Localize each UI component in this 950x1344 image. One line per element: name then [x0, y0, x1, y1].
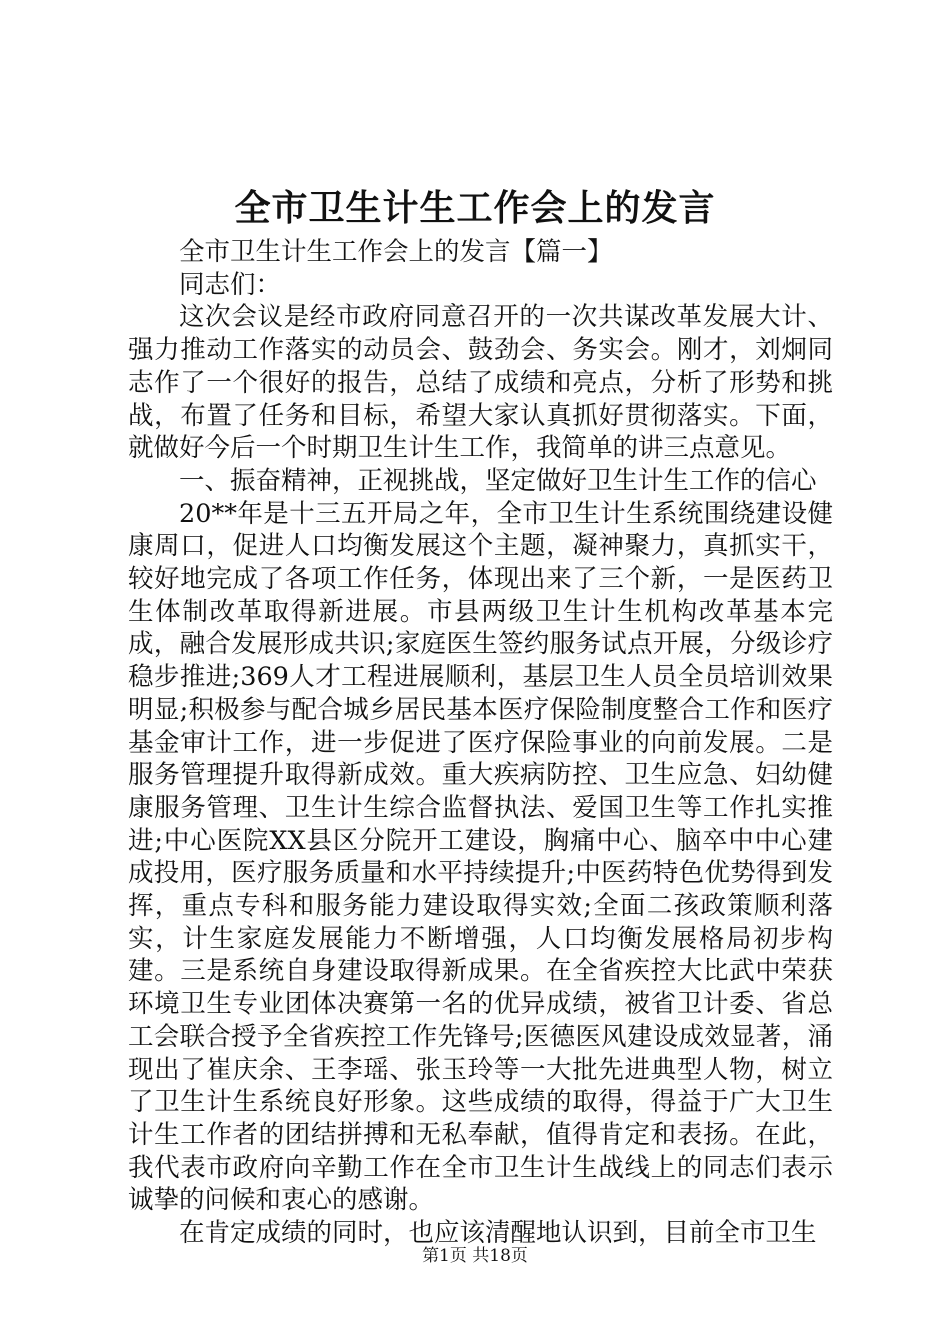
subheading: 一、振奋精神，正视挑战，坚定做好卫生计生工作的信心: [179, 465, 817, 496]
paragraph: 这次会议是经市政府同意召开的一次共谋改革发展大计、强力推动工作落实的动员会、鼓劲会、务实会。刚才，刘炯同志作了一个很好的报告，总结了成绩和亮点，分析了形势和挑战，布置了任务和目标，希望大家认真抓好贯彻落实。下面，就做好今后一个时期卫生计生工作，我简单的讲三点意见。: [128, 302, 833, 464]
document-body: [128, 236, 833, 1250]
page-footer: 第1页 共18页: [422, 1246, 528, 1266]
section-heading: 全市卫生计生工作会上的发言【篇一】: [179, 237, 613, 267]
paragraph: 在肯定成绩的同时，也应该清醒地认识到，目前全市卫生: [179, 1218, 817, 1249]
salutation: 同志们：: [179, 269, 282, 300]
document-title: 全市卫生计生工作会上的发言: [234, 187, 716, 229]
paragraph: 20**年是十三五开局之年，全市卫生计生系统围绕建设健康周口，促进人口均衡发展这个主题，凝神聚力，真抓实干，较好地完成了各项工作任务，体现出来了三个新，一是医药卫生体制改革取得新进展。市县两级卫生计生机构改革基本完成，融合发展形成共识;家庭医生签约服务试点开展，分级诊疗稳步推进;369人才工程进展顺利，基层卫生人员全员培训效果明显;积极参与配合城乡居民基本医疗保险制度整合工作和医疗基金审计工作，进一步促进了医疗保险事业的向前发展。二是服务管理提升取得新成效。重大疾病防控、卫生应急、妇幼健康服务管理、卫生计生综合监督执法、爱国卫生等工作扎实推进;中心医院XX县区分院开工建设，胸痛中心、脑卒中中心建成投用，医疗服务质量和水平持续提升;中医药特色优势得到发挥，重点专科和服务能力建设取得实效;全面二孩政策顺利落实，计生家庭发展能力不断增强，人口均衡发展格局初步构建。三是系统自身建设取得新成果。在全省疾控大比武中荣获环境卫生专业团体决赛第一名的优异成绩，被省卫计委、省总工会联合授予全省疾控工作先锋号;医德医风建设成效显著，涌现出了崔庆余、王李瑶、张玉玲等一大批先进典型人物，树立了卫生计生系统良好形象。这些成绩的取得，得益于广大卫生计生工作者的团结拼搏和无私奉献，值得肯定和表扬。在此，我代表市政府向辛勤工作在全市卫生计生战线上的同志们表示诚挚的问候和衷心的感谢。: [128, 498, 833, 1216]
